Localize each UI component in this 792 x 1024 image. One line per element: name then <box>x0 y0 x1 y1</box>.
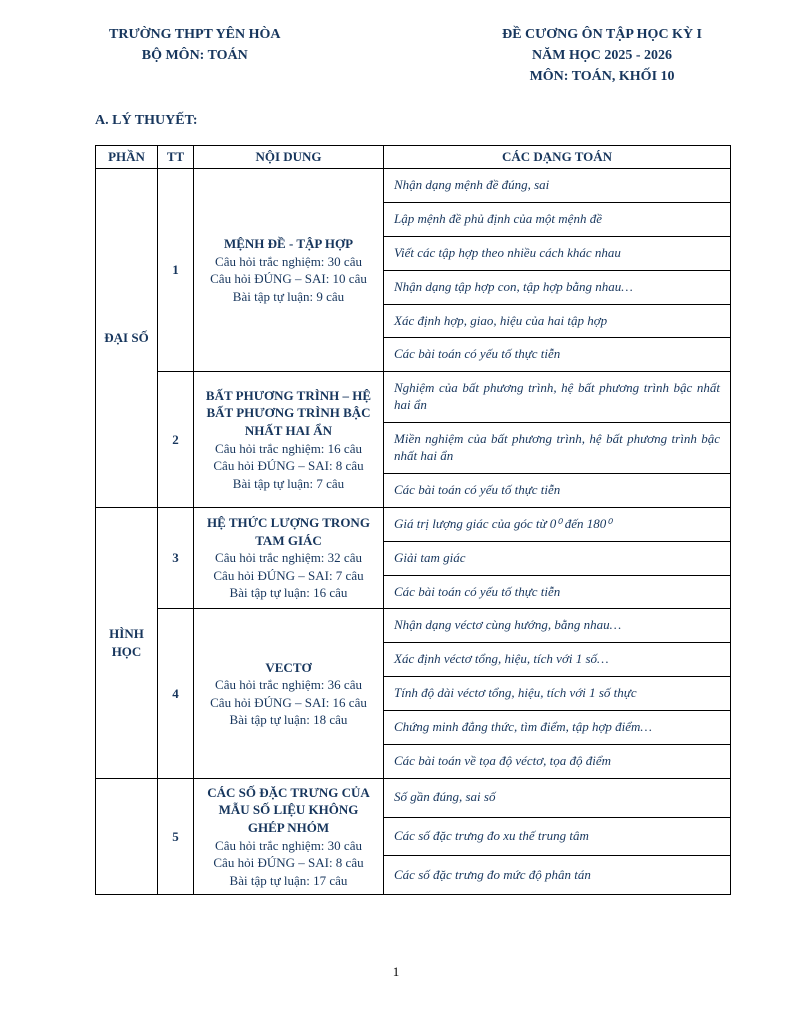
school-name: TRƯỜNG THPT YÊN HÒA <box>109 27 281 42</box>
topic-stat: Câu hỏi ĐÚNG – SAI: 7 câu <box>213 567 364 583</box>
topic-title: BẤT PHƯƠNG TRÌNH – HỆ BẤT PHƯƠNG TRÌNH BẬC NHẤT HAI ẨN <box>205 387 372 439</box>
department-line: BỘ MÔN: TOÁN <box>141 48 248 63</box>
table-row <box>96 507 731 541</box>
topic-number: 4 <box>158 609 194 778</box>
col-header-dang-toan: CÁC DẠNG TOÁN <box>384 146 731 169</box>
topic-number: 2 <box>158 372 194 507</box>
theory-table <box>95 145 731 895</box>
topic-stat: Bài tập tự luận: 16 câu <box>229 585 348 601</box>
form-cell: Các bài toán có yếu tố thực tiễn <box>384 575 731 609</box>
form-cell: Nghiệm của bất phương trình, hệ bất phương trình bậc nhất hai ẩn <box>384 372 731 423</box>
topic-stat: Bài tập tự luận: 18 câu <box>229 712 348 728</box>
form-cell: Xác định hợp, giao, hiệu của hai tập hợp <box>384 304 731 338</box>
topic-stat: Bài tập tự luận: 9 câu <box>232 288 345 304</box>
topic-stat: Câu hỏi ĐÚNG – SAI: 8 câu <box>213 458 364 474</box>
topic-stat: Câu hỏi trắc nghiệm: 30 câu <box>215 837 362 853</box>
topic-title: VECTƠ <box>265 659 312 675</box>
topic-cell <box>194 372 384 507</box>
topic-number: 1 <box>158 169 194 372</box>
school-year: NĂM HỌC 2025 - 2026 <box>532 48 673 63</box>
form-cell: Các bài toán có yếu tố thực tiễn <box>384 473 731 507</box>
form-cell: Giá trị lượng giác của góc từ 0⁰ đến 180⁰ <box>384 507 731 541</box>
topic-title: CÁC SỐ ĐẶC TRƯNG CỦA MẪU SỐ LIỆU KHÔNG GHÉP NHÓM <box>207 784 370 836</box>
topic-stat: Câu hỏi ĐÚNG – SAI: 10 câu <box>210 271 367 287</box>
topic-number: 5 <box>158 778 194 894</box>
form-cell: Giải tam giác <box>384 541 731 575</box>
page-number: 1 <box>392 964 400 979</box>
group-label-hinh-hoc: HÌNH HỌC <box>96 507 158 778</box>
topic-stat: Bài tập tự luận: 17 câu <box>229 872 348 888</box>
topic-cell <box>194 169 384 372</box>
subject-line: MÔN: TOÁN, KHỐI 10 <box>529 69 675 84</box>
topic-stat: Bài tập tự luận: 7 câu <box>232 475 345 491</box>
table-row <box>96 609 731 643</box>
form-cell: Các bài toán về tọa độ véctơ, tọa độ điểm <box>384 745 731 779</box>
form-cell: Viết các tập hợp theo nhiều cách khác nhau <box>384 236 731 270</box>
table-row <box>96 778 731 817</box>
topic-stat: Câu hỏi ĐÚNG – SAI: 16 câu <box>210 694 367 710</box>
col-header-noi-dung: NỘI DUNG <box>194 146 384 169</box>
section-heading: A. LÝ THUYẾT: <box>95 113 198 128</box>
form-cell: Lập mệnh đề phủ định của một mệnh đề <box>384 202 731 236</box>
form-cell: Chứng minh đẳng thức, tìm điểm, tập hợp điểm… <box>384 711 731 745</box>
topic-cell <box>194 609 384 778</box>
table-header-row <box>96 146 731 169</box>
col-header-phan: PHẦN <box>96 146 158 169</box>
table-row <box>96 169 731 203</box>
school-block <box>109 24 281 66</box>
form-cell: Tính độ dài véctơ tổng, hiệu, tích với 1 số thực <box>384 677 731 711</box>
form-cell: Xác định véctơ tổng, hiệu, tích với 1 số… <box>384 643 731 677</box>
form-cell: Miền nghiệm của bất phương trình, hệ bất phương trình bậc nhất hai ẩn <box>384 423 731 474</box>
group-label-empty <box>96 778 158 894</box>
topic-stat: Câu hỏi trắc nghiệm: 16 câu <box>215 440 362 456</box>
form-cell: Các số đặc trưng đo xu thế trung tâm <box>384 817 731 856</box>
topic-cell <box>194 507 384 609</box>
topic-cell <box>194 778 384 894</box>
topic-title: HỆ THỨC LƯỢNG TRONG TAM GIÁC <box>207 515 370 548</box>
document-header <box>95 24 730 87</box>
form-cell: Các bài toán có yếu tố thực tiễn <box>384 338 731 372</box>
group-label-dai-so: ĐẠI SỐ <box>96 169 158 508</box>
exam-title-block <box>502 24 702 87</box>
form-cell: Các số đặc trưng đo mức độ phân tán <box>384 856 731 895</box>
table-row <box>96 372 731 423</box>
topic-stat: Câu hỏi trắc nghiệm: 30 câu <box>215 253 362 269</box>
topic-number: 3 <box>158 507 194 609</box>
form-cell: Nhận dạng véctơ cùng hướng, bằng nhau… <box>384 609 731 643</box>
form-cell: Nhận dạng mệnh đề đúng, sai <box>384 169 731 203</box>
topic-stat: Câu hỏi ĐÚNG – SAI: 8 câu <box>213 855 364 871</box>
topic-stat: Câu hỏi trắc nghiệm: 36 câu <box>215 677 362 693</box>
col-header-tt: TT <box>158 146 194 169</box>
doc-title: ĐỀ CƯƠNG ÔN TẬP HỌC KỲ I <box>502 27 702 42</box>
topic-stat: Câu hỏi trắc nghiệm: 32 câu <box>215 550 362 566</box>
topic-title: MỆNH ĐỀ - TẬP HỢP <box>223 236 354 252</box>
form-cell: Nhận dạng tập hợp con, tập hợp bằng nhau… <box>384 270 731 304</box>
form-cell: Số gần đúng, sai số <box>384 778 731 817</box>
